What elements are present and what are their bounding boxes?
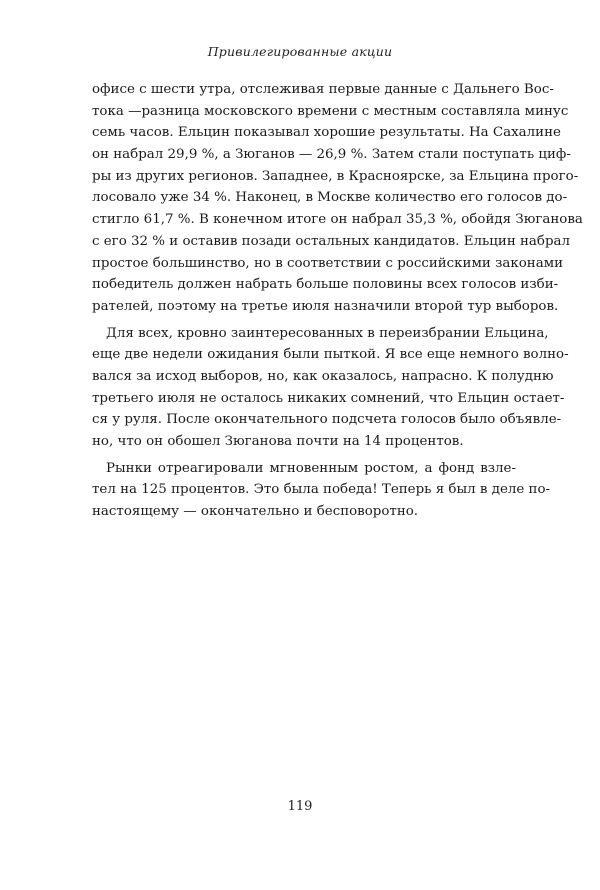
text-line: с его 32 % и оставив позади остальных кандидатов. Ельцин набрал (92, 233, 571, 249)
text-line: тока —разница московского времени с местным составляла минус (92, 103, 569, 119)
text-line: но, что он обошел Зюганова почти на 14 процентов. (92, 434, 464, 449)
text-line: тел на 125 процентов. Это была победа! Теперь я был в деле по- (92, 482, 551, 498)
text-line: семь часов. Ельцин показывал хорошие результаты. На Сахалине (92, 125, 561, 141)
text-line: он набрал 29,9 %, а Зюганов — 26,9 %. Затем стали поступать циф- (92, 147, 571, 163)
text-line: еще две недели ожидания были пыткой. Я все еще немного волно- (92, 347, 569, 363)
running-header: Привилегированные акции (207, 44, 393, 59)
text-line: вался за исход выборов, но, как оказалось, напрасно. К полудню (92, 368, 554, 384)
text-line: лосовало уже 34 %. Наконец, в Москве количество его голосов до- (92, 190, 568, 206)
text-line: рателей, поэтому на третье июля назначили второй тур выборов. (92, 298, 559, 314)
text-line: Для всех, кровно заинтересованных в переизбрании Ельцина, (106, 325, 549, 341)
text-line: третьего июля не осталось никаких сомнений, что Ельцин остает- (92, 390, 565, 406)
text-line: Рынки отреагировали мгновенным ростом, а фонд взле- (106, 460, 516, 476)
text-line: ся у руля. После окончательного подсчета голосов было объявле- (92, 412, 562, 428)
text-line: победитель должен набрать больше половины всех голосов изби- (92, 277, 559, 293)
text-line: простое большинство, но в соответствии с российскими законами (92, 255, 564, 271)
paragraph-1 (92, 79, 583, 318)
text-line: стигло 61,7 %. В конечном итоге он набрал 35,3 %, обойдя Зюганова (92, 212, 583, 228)
body-text (92, 79, 583, 523)
paragraph-3 (92, 458, 551, 523)
text-line: ры из других регионов. Западнее, в Красноярске, за Ельцина прого- (92, 168, 579, 184)
page-number: 119 (287, 799, 313, 814)
text-line: офисе с шести утра, отслеживая первые данные с Дальнего Вос- (92, 82, 554, 97)
text-line: настоящему — окончательно и бесповоротно. (92, 504, 419, 520)
paragraph-2 (92, 323, 569, 453)
